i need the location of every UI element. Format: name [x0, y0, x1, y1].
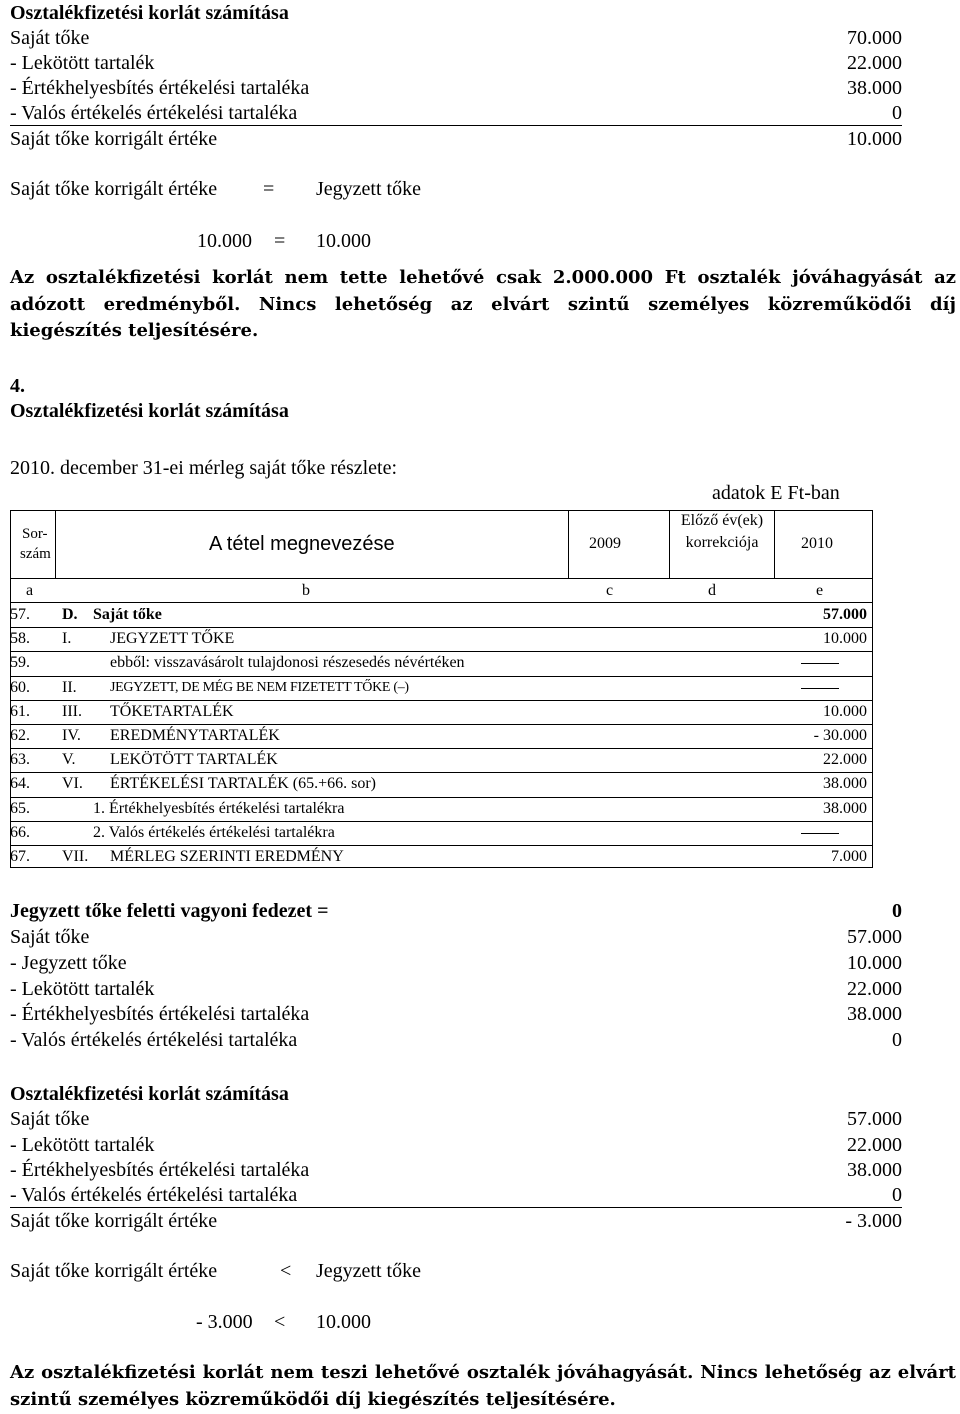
s2-values-left: - 3.000 — [196, 1311, 253, 1333]
letter-e: e — [816, 582, 824, 599]
table-row — [10, 823, 873, 845]
row-number: 57. — [10, 606, 30, 623]
table-row — [10, 629, 873, 651]
row-label: - Valós értékelés értékelési tartaléka — [10, 1029, 298, 1051]
row-label: - Jegyzett tőke — [10, 952, 127, 974]
fedezet-row-subscribed — [10, 951, 902, 975]
row-divider — [10, 845, 873, 846]
row-value: 57.000 — [847, 1108, 902, 1130]
row-label: - Lekötött tartalék — [10, 52, 155, 74]
fedezet-row-tied-reserve — [10, 977, 902, 1001]
header-sorszam — [22, 524, 51, 564]
row-value-2010: - 30.000 — [813, 727, 867, 744]
letter-a: a — [26, 582, 34, 599]
row-value: 0 — [892, 102, 902, 124]
row-name: 1. Értékhelyesbítés értékelési tartalékra — [93, 799, 345, 817]
s2-conclusion: Az osztalékfizetési korlát nem teszi lehetővé osztalék jóváhagyását. Nincs lehetőség az elvárt szintű személyes közreműködői díj kiegészítés teljesítésére. — [10, 1362, 956, 1410]
row-divider — [10, 700, 873, 701]
s1-row-corrected-equity — [10, 127, 902, 151]
row-label: Saját tőke korrigált értéke — [10, 128, 218, 150]
row-number: 59. — [10, 654, 30, 672]
row-number: 63. — [10, 751, 30, 769]
row-label: - Értékhelyesbítés értékelési tartaléka — [10, 1159, 310, 1181]
row-roman: VII. — [62, 848, 89, 865]
fedezet-title-value: 0 — [892, 900, 902, 922]
row-roman: IV. — [62, 727, 81, 744]
header-2010: 2010 — [801, 535, 833, 552]
row-value-2010: 10.000 — [823, 702, 867, 720]
letters-divider — [10, 602, 873, 603]
header-sorszam-line2: szám — [20, 546, 51, 562]
row-value: 22.000 — [847, 1134, 902, 1156]
s1-values-op: = — [274, 230, 286, 252]
row-label: - Lekötött tartalék — [10, 1134, 155, 1156]
row-name: ÉRTÉKELÉSI TARTALÉK (65.+66. sor) — [110, 775, 376, 793]
header-name: A tétel megnevezése — [209, 533, 395, 555]
row-value: 38.000 — [847, 77, 902, 99]
section2-title: Osztalékfizetési korlát számítása — [10, 1083, 289, 1105]
row-roman: VI. — [62, 775, 83, 793]
row-value: - 3.000 — [845, 1210, 902, 1232]
s1-conclusion-emphasis: Nincs lehetőség az elvárt szintű személyes közreműködői díj kiegészítés teljesítésére. — [10, 293, 956, 341]
row-divider — [10, 651, 873, 652]
row-name: JEGYZETT TŐKE — [110, 630, 235, 648]
row-number: 67. — [10, 848, 30, 865]
table-row — [10, 774, 873, 796]
row-value: 70.000 — [847, 27, 902, 49]
section4-title: Osztalékfizetési korlát számítása — [10, 400, 289, 422]
row-divider — [10, 772, 873, 773]
fedezet-title: Jegyzett tőke feletti vagyoni fedezet = — [10, 900, 329, 922]
row-roman: I. — [62, 630, 72, 648]
header-sorszam-text — [22, 524, 51, 564]
s2-compare-right: Jegyzett tőke — [316, 1260, 421, 1282]
s1-compare-left: Saját tőke korrigált értéke — [10, 178, 218, 200]
table-row — [10, 678, 873, 700]
row-label: - Lekötött tartalék — [10, 978, 155, 1000]
header-divider — [10, 578, 873, 579]
row-value: 57.000 — [847, 926, 902, 948]
row-value-2010: 38.000 — [823, 799, 867, 817]
row-value: 38.000 — [847, 1159, 902, 1181]
row-divider — [10, 821, 873, 822]
s2-compare-left: Saját tőke korrigált értéke — [10, 1260, 218, 1282]
s2-values-op: < — [274, 1311, 286, 1333]
letter-b: b — [302, 582, 310, 599]
row-name: MÉRLEG SZERINTI EREDMÉNY — [110, 848, 344, 865]
row-value-2010: 22.000 — [823, 751, 867, 769]
table-row — [10, 605, 873, 627]
row-divider — [10, 627, 873, 628]
s1-conclusion — [10, 265, 956, 345]
row-number: 64. — [10, 775, 30, 793]
row-roman: II. — [62, 678, 77, 696]
row-label: - Valós értékelés értékelési tartaléka — [10, 102, 298, 124]
section4-number: 4. — [10, 375, 25, 397]
s2-row-fair-value — [10, 1183, 902, 1208]
row-name: LEKÖTÖTT TARTALÉK — [110, 751, 278, 769]
row-value: 10.000 — [847, 952, 902, 974]
row-label: - Értékhelyesbítés értékelési tartaléka — [10, 77, 310, 99]
row-label: - Értékhelyesbítés értékelési tartaléka — [10, 1003, 310, 1025]
col-divider — [568, 510, 569, 578]
col-divider — [774, 510, 775, 578]
fedezet-title-row — [10, 899, 902, 923]
row-name: ebből: visszavásárolt tulajdonosi részesedés névértéken — [110, 654, 465, 672]
equity-table — [10, 510, 873, 868]
row-value: 10.000 — [847, 128, 902, 150]
empty-value-dash — [801, 688, 839, 689]
unit-label: adatok E Ft-ban — [712, 482, 840, 504]
s1-row-equity — [10, 26, 902, 50]
s1-conclusion-text: Az osztalékfizetési korlát nem tette lehetővé csak 2.000.000 Ft osztalék jóváhagyását az adózott eredményből. — [10, 267, 956, 315]
row-divider — [10, 676, 873, 677]
section4-subtitle: 2010. december 31-ei mérleg saját tőke részlete: — [10, 457, 398, 479]
empty-value-dash — [801, 833, 839, 834]
s1-compare-right: Jegyzett tőke — [316, 178, 421, 200]
row-number: 66. — [10, 823, 30, 841]
section1-title: Osztalékfizetési korlát számítása — [10, 2, 289, 24]
header-sorszam-line1: Sor- — [22, 526, 48, 542]
fedezet-row-equity — [10, 925, 902, 949]
table-row — [10, 847, 873, 869]
row-name: 2. Valós értékelés értékelési tartalékra — [93, 823, 335, 841]
row-value-2010: 10.000 — [823, 630, 867, 648]
row-label: - Valós értékelés értékelési tartaléka — [10, 1184, 298, 1206]
row-name: EREDMÉNYTARTALÉK — [110, 727, 280, 744]
table-row — [10, 653, 873, 675]
row-value: 22.000 — [847, 52, 902, 74]
s1-row-revaluation-reserve — [10, 76, 902, 100]
header-prev-years: Előző év(ek) korrekciója — [680, 512, 764, 551]
s2-row-revaluation — [10, 1158, 902, 1182]
table-row — [10, 726, 873, 748]
letter-c: c — [606, 582, 614, 599]
row-number: 60. — [10, 678, 30, 696]
row-value-2010: 57.000 — [823, 606, 867, 623]
row-value: 38.000 — [847, 1003, 902, 1025]
fedezet-row-revaluation — [10, 1002, 902, 1026]
row-divider — [10, 748, 873, 749]
row-label: Saját tőke — [10, 27, 90, 49]
row-value: 22.000 — [847, 978, 902, 1000]
row-roman: D. — [62, 606, 78, 623]
header-2009: 2009 — [589, 535, 621, 552]
s1-values-right: 10.000 — [316, 230, 371, 252]
row-number: 65. — [10, 799, 30, 817]
row-label: Saját tőke — [10, 1108, 90, 1130]
s2-row-equity — [10, 1107, 902, 1131]
row-value: 0 — [892, 1029, 902, 1051]
row-divider — [10, 724, 873, 725]
row-label: Saját tőke korrigált értéke — [10, 1210, 218, 1232]
col-divider — [55, 510, 56, 578]
row-number: 62. — [10, 727, 30, 744]
empty-value-dash — [801, 663, 839, 664]
s2-row-corrected-equity — [10, 1209, 902, 1233]
row-value-2010: 7.000 — [831, 848, 867, 865]
row-label: Saját tőke — [10, 926, 90, 948]
fedezet-row-fair-value — [10, 1028, 902, 1052]
row-value: 0 — [892, 1184, 902, 1206]
row-name: Saját tőke — [93, 606, 162, 623]
letter-d: d — [708, 582, 716, 599]
row-number: 61. — [10, 702, 30, 720]
s1-row-fair-value-reserve — [10, 101, 902, 126]
row-number: 58. — [10, 630, 30, 648]
table-row — [10, 750, 873, 772]
s1-row-tied-reserve — [10, 51, 902, 75]
s2-values-right: 10.000 — [316, 1311, 371, 1333]
row-roman: III. — [62, 702, 82, 720]
row-name: JEGYZETT, DE MÉG BE NEM FIZETETT TŐKE (–) — [110, 679, 409, 695]
s1-compare-op: = — [263, 178, 275, 200]
row-name: TŐKETARTALÉK — [110, 702, 234, 720]
table-row — [10, 702, 873, 724]
s1-values-left: 10.000 — [197, 230, 252, 252]
table-row — [10, 799, 873, 821]
row-roman: V. — [62, 751, 76, 769]
s2-row-tied-reserve — [10, 1133, 902, 1157]
row-value-2010: 38.000 — [823, 775, 867, 793]
s2-compare-op: < — [280, 1260, 292, 1282]
row-divider — [10, 797, 873, 798]
